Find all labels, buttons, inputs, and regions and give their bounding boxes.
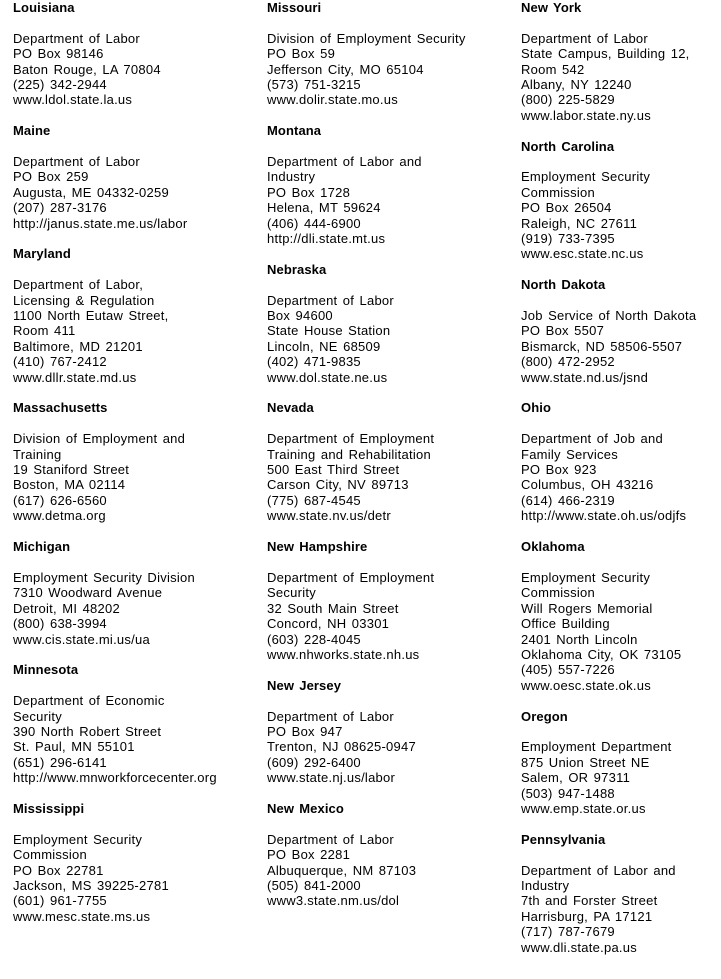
- state-heading-maryland: Maryland: [13, 246, 71, 262]
- state-heading-missouri: Missouri: [267, 0, 322, 15]
- address-line: 32 South Main Street: [267, 600, 399, 616]
- address-line: Department of Labor: [521, 30, 648, 46]
- address-line: (405) 557-7226: [521, 662, 615, 678]
- address-line: Jefferson City, MO 65104: [267, 61, 424, 77]
- address-line: Baltimore, MD 21201: [13, 338, 143, 354]
- address-line: Will Rogers Memorial: [521, 600, 653, 616]
- address-line: (503) 947-1488: [521, 785, 615, 801]
- address-line: Boston, MA 02114: [13, 477, 126, 493]
- section-oklahoma: [521, 539, 721, 693]
- section-michigan: [13, 539, 263, 647]
- address-line: Employment Security: [13, 831, 143, 847]
- address-line: PO Box 259: [13, 169, 89, 185]
- address-line: www.dli.state.pa.us: [521, 939, 638, 955]
- address-line: (800) 472-2952: [521, 354, 615, 370]
- state-heading-oregon: Oregon: [521, 708, 568, 724]
- address-line: Licensing & Regulation: [13, 292, 155, 308]
- section-montana: [267, 123, 517, 246]
- state-heading-minnesota: Minnesota: [13, 662, 79, 678]
- address-line: Employment Security: [521, 169, 651, 185]
- state-heading-massachusetts: Massachusetts: [13, 400, 108, 416]
- state-heading-ohio: Ohio: [521, 400, 552, 416]
- address-line: (225) 342-2944: [13, 77, 107, 93]
- state-heading-new-hampshire: New Hampshire: [267, 539, 368, 555]
- address-line: Industry: [521, 877, 570, 893]
- address-line: http://www.mnworkforcecenter.org: [13, 770, 217, 786]
- column-left: [13, 0, 263, 940]
- address-line: (603) 228-4045: [267, 631, 361, 647]
- state-heading-north-dakota: North Dakota: [521, 277, 606, 293]
- address-line: Industry: [267, 169, 316, 185]
- section-new-mexico: [267, 801, 517, 909]
- address-line: www.oesc.state.ok.us: [521, 677, 651, 693]
- address-line: Harrisburg, PA 17121: [521, 908, 653, 924]
- address-line: (573) 751-3215: [267, 77, 361, 93]
- address-line: Commission: [13, 847, 88, 863]
- address-line: www.nhworks.state.nh.us: [267, 646, 420, 662]
- address-line: www.detma.org: [13, 508, 106, 524]
- address-line: PO Box 59: [267, 46, 336, 62]
- address-line: Department of Employment: [267, 569, 435, 585]
- section-new-jersey: [267, 678, 517, 786]
- address-line: (505) 841-2000: [267, 877, 361, 893]
- column-right: [521, 0, 721, 970]
- address-line: Division of Employment Security: [267, 30, 466, 46]
- address-line: www.mesc.state.ms.us: [13, 908, 151, 924]
- address-line: Office Building: [521, 616, 610, 632]
- address-line: Department of Labor: [267, 292, 394, 308]
- state-heading-new-york: New York: [521, 0, 582, 15]
- state-heading-nebraska: Nebraska: [267, 261, 327, 277]
- state-heading-michigan: Michigan: [13, 539, 71, 555]
- address-line: www.esc.state.nc.us: [521, 246, 644, 262]
- address-line: Department of Labor: [267, 831, 394, 847]
- section-north-dakota: [521, 277, 721, 385]
- address-line: Jackson, MS 39225-2781: [13, 877, 169, 893]
- address-line: www.state.nd.us/jsnd: [521, 369, 649, 385]
- address-line: 1100 North Eutaw Street,: [13, 308, 169, 324]
- state-heading-new-mexico: New Mexico: [267, 800, 344, 816]
- state-heading-maine: Maine: [13, 123, 51, 139]
- address-line: www.dolir.state.mo.us: [267, 92, 398, 108]
- address-line: http://janus.state.me.us/labor: [13, 215, 188, 231]
- address-line: Department of Employment: [267, 431, 435, 447]
- address-line: 500 East Third Street: [267, 462, 400, 478]
- address-line: Room 542: [521, 61, 585, 77]
- column-middle: [267, 0, 517, 924]
- address-line: PO Box 26504: [521, 200, 612, 216]
- section-pennsylvania: [521, 832, 721, 955]
- address-line: 19 Staniford Street: [13, 462, 130, 478]
- address-line: Employment Department: [521, 739, 672, 755]
- state-heading-montana: Montana: [267, 123, 322, 139]
- section-north-carolina: [521, 139, 721, 262]
- address-line: www.state.nv.us/detr: [267, 508, 391, 524]
- address-line: http://dli.state.mt.us: [267, 231, 386, 247]
- address-line: (800) 225-5829: [521, 92, 615, 108]
- address-line: Albany, NY 12240: [521, 77, 632, 93]
- address-line: Department of Economic: [13, 693, 165, 709]
- address-line: Department of Labor: [13, 154, 140, 170]
- address-line: Lincoln, NE 68509: [267, 338, 381, 354]
- address-line: Department of Labor and: [267, 154, 422, 170]
- address-line: PO Box 1728: [267, 184, 351, 200]
- address-line: PO Box 98146: [13, 46, 104, 62]
- section-new-york: [521, 0, 721, 123]
- section-louisiana: [13, 0, 263, 108]
- address-line: Trenton, NJ 08625-0947: [267, 739, 416, 755]
- address-line: Commission: [521, 585, 596, 601]
- address-line: Department of Labor,: [13, 277, 144, 293]
- address-line: www.labor.state.ny.us: [521, 107, 652, 123]
- address-line: PO Box 22781: [13, 862, 104, 878]
- address-line: www.cis.state.mi.us/ua: [13, 631, 150, 647]
- address-line: 7th and Forster Street: [521, 893, 658, 909]
- address-line: http://www.state.oh.us/odjfs: [521, 508, 687, 524]
- section-maryland: [13, 246, 263, 385]
- address-line: Training and Rehabilitation: [267, 446, 431, 462]
- address-line: Job Service of North Dakota: [521, 308, 697, 324]
- section-maine: [13, 123, 263, 231]
- address-line: Concord, NH 03301: [267, 616, 390, 632]
- address-line: State Campus, Building 12,: [521, 46, 690, 62]
- address-line: Employment Security Division: [13, 569, 195, 585]
- address-line: www.ldol.state.la.us: [13, 92, 133, 108]
- address-line: State House Station: [267, 323, 391, 339]
- address-line: (651) 296-6141: [13, 754, 107, 770]
- address-line: www3.state.nm.us/dol: [267, 893, 400, 909]
- state-heading-louisiana: Louisiana: [13, 0, 75, 15]
- address-line: Training: [13, 446, 62, 462]
- address-line: Raleigh, NC 27611: [521, 215, 638, 231]
- address-line: (402) 471-9835: [267, 354, 361, 370]
- address-line: (410) 767-2412: [13, 354, 107, 370]
- state-heading-oklahoma: Oklahoma: [521, 539, 585, 555]
- address-line: Detroit, MI 48202: [13, 600, 120, 616]
- state-heading-mississippi: Mississippi: [13, 800, 85, 816]
- section-minnesota: [13, 662, 263, 785]
- address-line: (609) 292-6400: [267, 754, 361, 770]
- address-line: Security: [267, 585, 316, 601]
- section-massachusetts: [13, 400, 263, 523]
- address-line: Family Services: [521, 446, 618, 462]
- address-line: Augusta, ME 04332-0259: [13, 184, 169, 200]
- address-line: www.dol.state.ne.us: [267, 369, 388, 385]
- address-line: Employment Security: [521, 569, 651, 585]
- section-nebraska: [267, 262, 517, 385]
- address-line: www.dllr.state.md.us: [13, 369, 137, 385]
- address-line: PO Box 947: [267, 723, 343, 739]
- address-line: PO Box 923: [521, 462, 597, 478]
- address-line: Baton Rouge, LA 70804: [13, 61, 161, 77]
- section-missouri: [267, 0, 517, 108]
- state-heading-pennsylvania: Pennsylvania: [521, 831, 606, 847]
- address-line: (800) 638-3994: [13, 616, 107, 632]
- address-line: 390 North Robert Street: [13, 723, 162, 739]
- address-line: (406) 444-6900: [267, 215, 361, 231]
- address-line: PO Box 5507: [521, 323, 605, 339]
- address-line: Columbus, OH 43216: [521, 477, 654, 493]
- address-line: www.state.nj.us/labor: [267, 770, 396, 786]
- state-heading-new-jersey: New Jersey: [267, 677, 342, 693]
- address-line: Commission: [521, 184, 596, 200]
- section-oregon: [521, 709, 721, 817]
- address-line: (601) 961-7755: [13, 893, 107, 909]
- address-line: (717) 787-7679: [521, 924, 615, 940]
- address-line: Department of Labor: [13, 30, 140, 46]
- address-line: Division of Employment and: [13, 431, 186, 447]
- address-line: St. Paul, MN 55101: [13, 739, 135, 755]
- address-line: Carson City, NV 89713: [267, 477, 409, 493]
- address-line: Department of Labor: [267, 708, 394, 724]
- address-line: (617) 626-6560: [13, 492, 107, 508]
- state-heading-nevada: Nevada: [267, 400, 314, 416]
- section-ohio: [521, 400, 721, 523]
- address-line: 7310 Woodward Avenue: [13, 585, 163, 601]
- address-line: (614) 466-2319: [521, 492, 615, 508]
- address-line: (775) 687-4545: [267, 492, 361, 508]
- address-line: 2401 North Lincoln: [521, 631, 638, 647]
- address-line: Room 411: [13, 323, 76, 339]
- address-line: www.emp.state.or.us: [521, 800, 646, 816]
- section-nevada: [267, 400, 517, 523]
- address-line: Department of Job and: [521, 431, 663, 447]
- address-line: Bismarck, ND 58506-5507: [521, 338, 683, 354]
- address-line: Department of Labor and: [521, 862, 676, 878]
- address-line: (919) 733-7395: [521, 231, 615, 247]
- address-line: Salem, OR 97311: [521, 770, 631, 786]
- address-line: Albuquerque, NM 87103: [267, 862, 417, 878]
- address-line: PO Box 2281: [267, 847, 351, 863]
- section-mississippi: [13, 801, 263, 924]
- state-heading-north-carolina: North Carolina: [521, 138, 615, 154]
- address-line: (207) 287-3176: [13, 200, 107, 216]
- address-line: 875 Union Street NE: [521, 754, 650, 770]
- address-line: Box 94600: [267, 308, 333, 324]
- section-new-hampshire: [267, 539, 517, 662]
- address-line: Helena, MT 59624: [267, 200, 381, 216]
- address-line: Security: [13, 708, 62, 724]
- address-line: Oklahoma City, OK 73105: [521, 646, 682, 662]
